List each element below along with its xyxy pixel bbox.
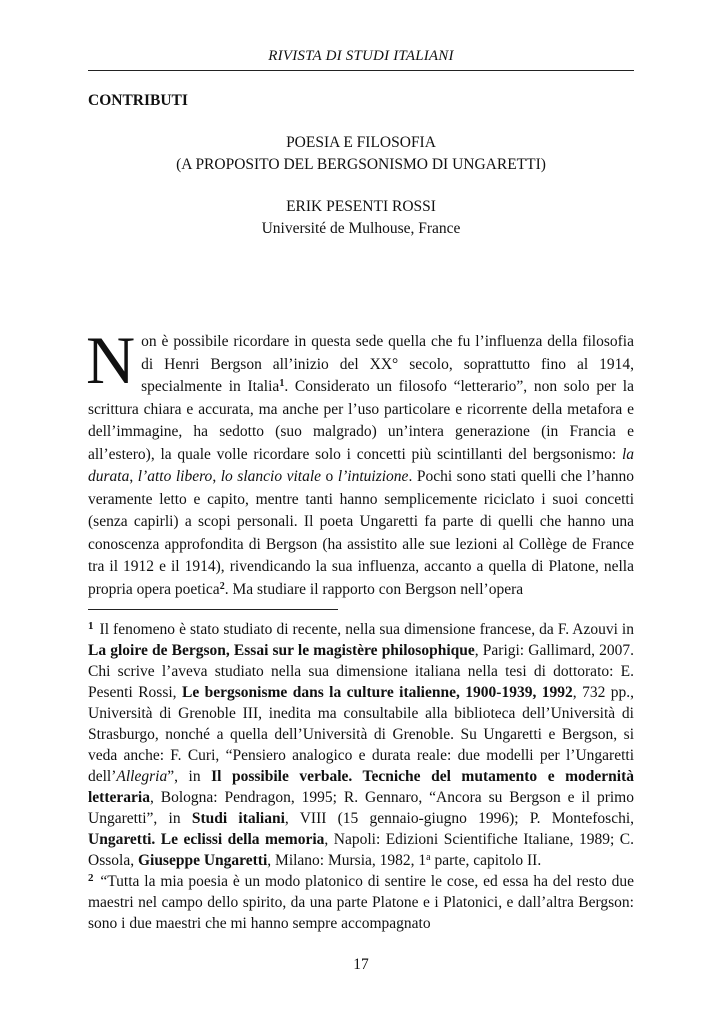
footnote-mark: 1 [88,620,94,632]
page-number: 17 [353,956,369,973]
text-run: . Considerato un filosofo “letterario”, non solo per la scrittura chiara e accurata, ma anche per l’uso particolare e ricorrente della metafora e dell’immagine, ha sedotto (suo malgrado) un’intera generazione (in Francia e all’estero), la quale volle ricordare solo i concetti più scintillanti del bergsonismo: [88,378,634,463]
book-title: Ungaretti. Le eclissi della memoria [88,831,325,848]
text-run: . Ma studiare il rapporto con Bergson nell’opera [224,580,524,598]
term-slancio-vitale: lo slancio vitale [220,468,322,485]
author-affiliation: Université de Mulhouse, France [261,220,461,237]
text-run: on è possibile ricordare in questa sede quella che fu l’influenza della filosofia di Henri Bergson all’inizio del XX° secolo, soprattutto fino al 1914, specialmente in Italia [141,333,634,395]
text-run: , VIII (15 gennaio-giugno 1996); P. Montefoschi, [284,810,634,827]
footnote-rule [88,609,338,610]
text-run: , [212,468,221,485]
text-run: ”, in [167,768,212,785]
text-run: , Milano: Mursia, 1982, 1 [267,852,427,869]
text-run: Il fenomeno è stato studiato di recente, nella sua dimensione francese, da F. Azouvi in [95,621,634,638]
text-run: , Parigi: Gallimard, 2007. Chi scrive l’aveva studiato nella sua dimensione italiana nella tesi di dottorato: E. Pesenti Rossi, [88,642,635,701]
text-run: , Bologna: Pendragon, 1995; R. Gennaro, “Ancora su Bergson e il primo Ungaretti”, in [88,789,634,827]
text-run: o [321,468,338,485]
footnotes [88,619,634,934]
text-run: , Napoli: Edizioni Scientifiche Italiane, 1989; C. Ossola, [88,831,635,869]
footnote-2 [88,871,634,934]
book-title: Giuseppe Ungaretti [137,852,268,869]
body-text [86,322,635,601]
author-block [88,196,634,240]
running-head: RIVISTA DI STUDI ITALIANI [268,48,454,64]
article-title [88,132,634,176]
text-run: , [129,468,138,485]
section-label: CONTRIBUTI [88,92,188,109]
book-title: Il possibile verbale. Tecniche del mutamento e modernità letteraria [88,768,635,806]
text-run: . Pochi sono stati quelli che l’hanno veramente letto e capito, mentre tanti hanno semplicemente riciclato i suoi concetti (senza capirli) a scopi personali. Il poeta Ungaretti fa parte di quelli che hanno una conoscenza approfondita di Bergson (ha assistito alle sue lezioni al Collège de France tra il 1912 e il 1914), rivendicando la sua influenza, accanto a quella di Platone, nella propria opera poetica [88,468,635,598]
footnote-ref-2[interactable]: 2 [219,580,225,592]
term-intuizione: l’intuizione [337,468,409,485]
header-rule [88,70,634,71]
author-name: ERIK PESENTI ROSSI [286,198,436,215]
footnote-mark: 2 [88,872,94,884]
text-run: , 732 pp., Università di Grenoble III, inedita ma consultabile alla biblioteca dell’Università di Strasburgo, nonché a quella dell’Università di Grenoble. Su Ungaretti e Bergson, si veda anche: F. Curi, “Pensiero analogico e durata reale: due modelli per l’Ungaretti dell’ [88,684,635,785]
text-run: “Tutta la mia poesia è un modo platonico di sentire le cose, ed essa ha del resto due maestri nel campo dello spirito, da una parte Platone e i Platonici, e dall’altra Bergson: sono i due maestri che mi hanno sempre accompagnato [88,873,634,932]
paragraph-1 [86,322,635,601]
ordinal-suffix: a [426,852,431,863]
title-line-1: POESIA E FILOSOFIA [286,134,436,151]
term-durata: la durata [88,445,634,485]
work-title: Allegria [116,768,168,785]
footnote-1 [88,619,634,871]
journal-title: Studi italiani [191,810,285,827]
text-run: parte, capitolo II. [430,852,542,869]
thesis-title: Le bergsonisme dans la culture italienne, 1900-1939, 1992 [181,684,573,701]
drop-cap: N [86,322,136,398]
title-line-2: (A PROPOSITO DEL BERGSONISMO DI UNGARETTI) [176,156,546,173]
book-title: La gloire de Bergson, Essai sur le magistère philosophique [88,642,475,659]
term-atto-libero: l’atto libero [137,468,213,485]
footnote-ref-1[interactable]: 1 [279,378,285,389]
